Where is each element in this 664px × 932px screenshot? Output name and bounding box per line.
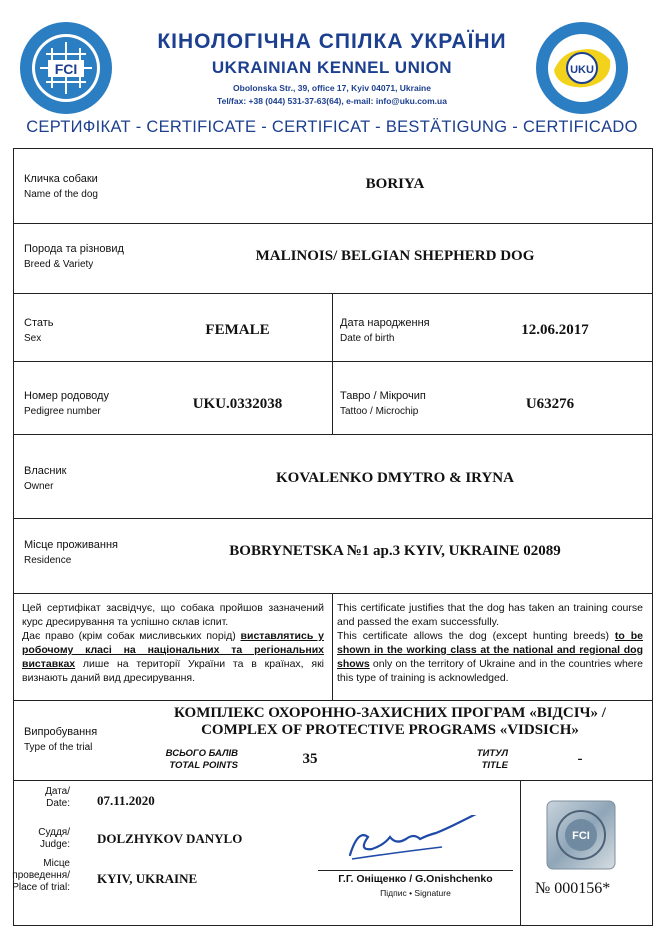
row-divider bbox=[13, 518, 653, 519]
judge-value: DOLZHYKOV DANYLO bbox=[97, 831, 243, 846]
place-label: Місце проведення/ Place of trial: bbox=[12, 858, 70, 893]
column-divider bbox=[332, 593, 333, 700]
row-divider bbox=[13, 434, 653, 435]
tattoo-value: U63276 bbox=[525, 396, 575, 412]
column-divider bbox=[520, 780, 521, 926]
breed-label: Порода та різновид Breed & Variety bbox=[24, 243, 124, 270]
tattoo-label: Тавро / Мікрочип Tattoo / Microchip bbox=[340, 390, 426, 417]
certificate-title: СЕРТИФІКАТ - CERTIFICATE - CERTIFICAT - BESTÄTIGUNG - CERTIFICADO bbox=[26, 118, 638, 136]
total-points-label: ВСЬОГО БАЛІВ TOTAL POINTS bbox=[165, 748, 238, 771]
date-label: Дата/ Date: bbox=[45, 786, 70, 809]
hologram-text: FCI bbox=[572, 830, 590, 842]
sex-value: FEMALE bbox=[205, 322, 270, 338]
trial-type-label: Випробування Type of the trial bbox=[24, 726, 98, 753]
uku-logo-text: UKU bbox=[570, 64, 594, 76]
sex-label: Стать Sex bbox=[24, 317, 54, 344]
owner-label: Власник Owner bbox=[24, 465, 67, 492]
row-divider bbox=[13, 780, 653, 781]
statement-ua: Цей сертифікат засвідчує, що собака пройшов зазначений курс дресирування та успішно склав іспит. Дає право (крім собак мисливських порід) виставлятись у робочому класі на національних та регіональних виставках лише на території України та в країнах, які визнають даний вид дресирування. bbox=[22, 602, 324, 684]
row-divider bbox=[13, 293, 653, 294]
fci-logo-text: FCI bbox=[54, 61, 78, 77]
org-name-en: UKRAINIAN KENNEL UNION bbox=[211, 58, 453, 77]
signature-image bbox=[340, 815, 500, 870]
trial-title-ua: КОМПЛЕКС ОХОРОННО-ЗАХИСНИХ ПРОГРАМ «ВІДСІЧ» / bbox=[174, 705, 606, 721]
title-value: - bbox=[577, 751, 583, 767]
pedigree-label: Номер родоводу Pedigree number bbox=[24, 390, 109, 417]
residence-value: BOBRYNETSKA №1 ap.3 KYIV, UKRAINE 02089 bbox=[229, 543, 561, 559]
breed-value: MALINOIS/ BELGIAN SHEPHERD DOG bbox=[255, 248, 535, 264]
judge-label: Суддя/ Judge: bbox=[38, 827, 70, 850]
row-divider bbox=[13, 700, 653, 701]
signature-line bbox=[318, 870, 513, 871]
fci-logo bbox=[18, 20, 114, 116]
total-points-value: 35 bbox=[302, 751, 318, 767]
column-divider bbox=[332, 293, 333, 434]
residence-label: Місце проживання Residence bbox=[24, 539, 118, 566]
org-contact: Tel/fax: +38 (044) 531-37-63(64), e-mail: info@uku.com.ua bbox=[217, 96, 447, 106]
certificate-header bbox=[0, 0, 664, 145]
uku-logo bbox=[534, 20, 630, 116]
place-value: KYIV, UKRAINE bbox=[97, 871, 198, 886]
dog-name-label: Кличка собаки Name of the dog bbox=[24, 173, 98, 200]
org-address: Obolonska Str., 39, office 17, Kyiv 04071, Ukraine bbox=[233, 83, 431, 93]
certificate-number: № 000156* bbox=[535, 880, 611, 897]
date-value: 07.11.2020 bbox=[97, 793, 155, 808]
fci-hologram-seal bbox=[546, 800, 616, 870]
signature-caption: Підпис • Signature bbox=[380, 888, 451, 898]
title-label: ТИТУЛ TITLE bbox=[476, 748, 508, 771]
row-divider bbox=[13, 223, 653, 224]
org-name-ua: КІНОЛОГІЧНА СПІЛКА УКРАЇНИ bbox=[157, 30, 507, 53]
dog-name-value: BORIYA bbox=[365, 176, 425, 192]
row-divider bbox=[13, 593, 653, 594]
pedigree-value: UKU.0332038 bbox=[192, 396, 283, 412]
dob-value: 12.06.2017 bbox=[521, 322, 589, 338]
row-divider bbox=[13, 361, 653, 362]
owner-value: KOVALENKO DMYTRO & IRYNA bbox=[276, 470, 514, 486]
dob-label: Дата народження Date of birth bbox=[340, 317, 430, 344]
signer-name: Г.Г. Оніщенко / G.Onishchenko bbox=[338, 873, 493, 885]
trial-title-en: COMPLEX OF PROTECTIVE PROGRAMS «VIDSICH» bbox=[201, 722, 579, 738]
statement-en: This certificate justifies that the dog has taken an training course and passed the exam successfully. This certificate allows the dog (except hunting breeds) to be shown in the working class at the national and regional dog shows only on the territory of Ukraine and in the countries where this type of training is acknowledged. bbox=[337, 602, 643, 684]
